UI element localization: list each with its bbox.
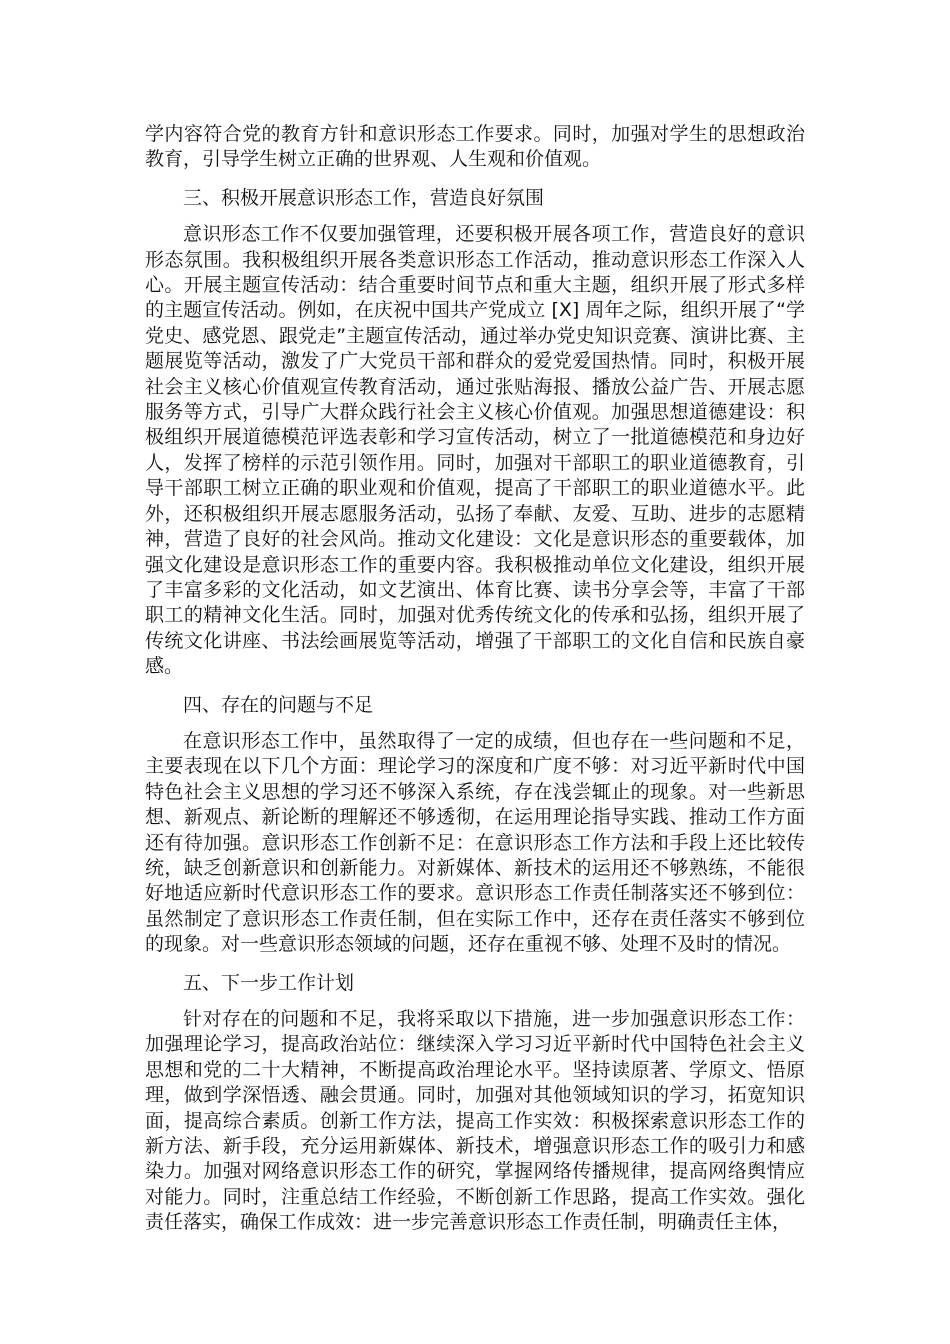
paragraph-section-5: 针对存在的问题和不足，我将采取以下措施，进一步加强意识形态工作：加强理论学习，提高政治站位：继续深入学习习近平新时代中国特色社会主义思想和党的二十大精神，不断提高政治理论水平。坚持读原著、学原文、悟原理，做到学深悟透、融会贯通。同时，加强对其他领域知识的学习，拓宽知识面，提高综合素质。创新工作方法，提高工作实效：积极探索意识形态工作的新方法、新手段，充分运用新媒体、新技术，增强意识形态工作的吸引力和感染力。加强对网络意识形态工作的研究，掌握网络传播规律，提高网络舆情应对能力。同时，注重总结工作经验，不断创新工作思路，提高工作实效。强化责任落实，确保工作成效：进一步完善意识形态工作责任制，明确责任主体， <box>145 1008 805 1234</box>
paragraph-section-3: 意识形态工作不仅要加强管理，还要积极开展各项工作，营造良好的意识形态氛围。我积极组织开展各类意识形态工作活动，推动意识形态工作深入人心。开展主题宣传活动：结合重要时间节点和重大主题，组织开展了形式多样的主题宣传活动。例如，在庆祝中国共产党成立 [X] 周年之际，组织开展了“学党史、感党恩、跟党走”主题宣传活动，通过举办党史知识竞赛、演讲比赛、主题展览等活动，激发了广大党员干部和群众的爱党爱国热情。同时，积极开展社会主义核心价值观宣传教育活动，通过张贴海报、播放公益广告、开展志愿服务等方式，引导广大群众践行社会主义核心价值观。加强思想道德建设：积极组织开展道德模范评选表彰和学习宣传活动，树立了一批道德模范和身边好人，发挥了榜样的示范引领作用。同时，加强对干部职工的职业道德教育，引导干部职工树立正确的职业观和价值观，提高了干部职工的职业道德水平。此外，还积极组织开展志愿服务活动，弘扬了奉献、友爱、互助、进步的志愿精神，营造了良好的社会风尚。推动文化建设：文化是意识形态的重要载体，加强文化建设是意识形态工作的重要内容。我积极推动单位文化建设，组织开展了丰富多彩的文化活动，如文艺演出、体育比赛、读书分享会等，丰富了干部职工的精神文化生活。同时，加强对优秀传统文化的传承和弘扬，组织开展了传统文化讲座、书法绘画展览等活动，增强了干部职工的文化自信和民族自豪感。 <box>145 223 805 678</box>
document-body <box>145 122 805 1236</box>
section-heading-4: 四、存在的问题与不足 <box>183 693 374 716</box>
section-heading-3: 三、积极开展意识形态工作，营造良好氛围 <box>183 186 545 209</box>
paragraph-continuation: 学内容符合党的教育方针和意识形态工作要求。同时，加强对学生的思想政治教育，引导学生树立正确的世界观、人生观和价值观。 <box>145 123 805 171</box>
paragraph-section-4: 在意识形态工作中，虽然取得了一定的成绩，但也存在一些问题和不足，主要表现在以下几个方面：理论学习的深度和广度不够：对习近平新时代中国特色社会主义思想的学习还不够深入系统，存在浅尝辄止的现象。对一些新思想、新观点、新论断的理解还不够透彻，在运用理论指导实践、推动工作方面还有待加强。意识形态工作创新不足：在意识形态工作方法和手段上还比较传统，缺乏创新意识和创新能力。对新媒体、新技术的运用还不够熟练，不能很好地适应新时代意识形态工作的要求。意识形态工作责任制落实还不够到位：虽然制定了意识形态工作责任制，但在实际工作中，还存在责任落实不够到位的现象。对一些意识形态领域的问题，还存在重视不够、处理不及时的情况。 <box>145 729 805 956</box>
section-heading-5: 五、下一步工作计划 <box>183 971 355 994</box>
